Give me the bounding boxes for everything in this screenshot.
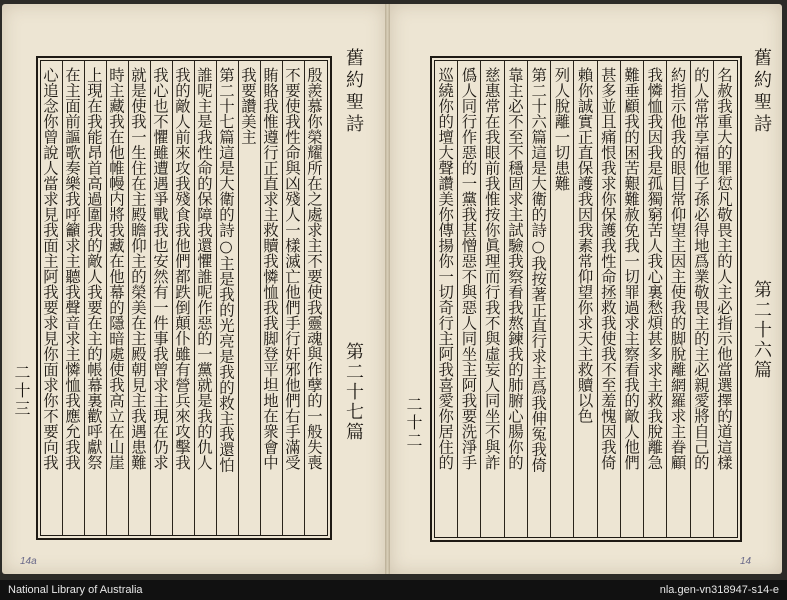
footer-credit: National Library of Australia bbox=[8, 584, 143, 596]
column-rule bbox=[480, 61, 481, 537]
text-column: 誰呢主是我性命的保障我還懼誰呢作惡的一黨就是我的仇人 bbox=[195, 67, 213, 470]
text-column: 我憐恤我因我是孤獨窮苦人我心裏愁煩甚多求主救我脫離急 bbox=[645, 67, 664, 470]
column-rule bbox=[260, 61, 261, 535]
column-rule bbox=[84, 61, 85, 535]
column-rule bbox=[304, 61, 305, 535]
column-rule bbox=[620, 61, 621, 537]
right-header-title: 舊約聖詩 bbox=[751, 48, 772, 136]
text-column: 第二十六篇這是大衛的詩○我按著正直行求主爲我伸冤我倚 bbox=[529, 67, 548, 473]
column-rule bbox=[216, 61, 217, 535]
text-column: 賄賂我惟遵行正直求主救贖我憐恤我我脚登平坦地在衆會中 bbox=[261, 67, 279, 470]
right-text-frame bbox=[430, 56, 742, 542]
left-pencil-mark: 14a bbox=[20, 556, 37, 567]
left-header-title: 舊約聖詩 bbox=[343, 48, 364, 136]
footer-identifier: nla.gen-vn318947-s14-e bbox=[659, 584, 779, 596]
text-column: 僞人同行作惡的一黨我甚憎惡不與惡人同坐主阿我要洗淨手 bbox=[459, 67, 478, 470]
column-rule bbox=[128, 61, 129, 535]
column-rule bbox=[643, 61, 644, 537]
right-page bbox=[390, 4, 782, 574]
text-column: 約指示他我的眼目常仰望主因主使我的脚脫離網羅求主眷顧 bbox=[668, 67, 687, 470]
text-column: 名赦我重大的罪愆凡敬畏主的人主必指示他當選擇的道這樣 bbox=[715, 67, 733, 470]
column-rule bbox=[457, 61, 458, 537]
text-column: 我要讚美主 bbox=[239, 67, 257, 145]
text-column: 賴你誠實正直保護我因我素常仰望你求天主救贖以色 bbox=[575, 67, 594, 424]
text-column: 殷羨慕你榮耀所在之處求主不要使我靈魂與作孽的一般失喪 bbox=[305, 67, 323, 470]
right-page-number: 二十二 bbox=[404, 396, 423, 450]
text-column: 時主藏我在他帷幔内將我藏在他幕的隱暗處使我高立在山崖 bbox=[107, 67, 125, 470]
text-column: 難垂顧我的困苦艱難赦免我一切罪過求主察看我的敵人他們 bbox=[622, 67, 641, 470]
column-rule bbox=[597, 61, 598, 537]
text-column: 心追念你曾說人當求見我面主阿我要求見你面求你不要向我 bbox=[41, 67, 59, 470]
text-column: 我心也不懼雖遭遇爭戰我也安然有一件事我曾求主現在仍求 bbox=[151, 67, 169, 470]
text-column: 在主面前謳歌奏樂我呼籲求主聽我聲音求主憐恤我應允我我 bbox=[63, 67, 81, 470]
right-pencil-mark: 14 bbox=[740, 556, 752, 567]
text-column: 的人常常享福他子孫必得地爲業敬畏主的主必親愛將自己的 bbox=[691, 67, 710, 470]
text-column: 不要使我性命與凶殘人一樣滅亡他們手行奸邪他們右手滿受 bbox=[283, 67, 301, 470]
text-column: 上現在我能昂首高過圍我的敵人我要在主的帳幕裏歡呼獻祭 bbox=[85, 67, 103, 470]
column-rule bbox=[194, 61, 195, 535]
column-rule bbox=[550, 61, 551, 537]
column-rule bbox=[690, 61, 691, 537]
text-column: 就是使我一生住在主殿瞻仰主的榮美在主殿朝見主我遇患難 bbox=[129, 67, 147, 470]
left-header-chapter: 第二十七篇 bbox=[343, 342, 364, 442]
column-rule bbox=[238, 61, 239, 535]
text-column: 第二十七篇這是大衛的詩○主是我的光亮是我的救主我還怕 bbox=[217, 67, 235, 473]
column-rule bbox=[527, 61, 528, 537]
left-text-frame bbox=[36, 56, 332, 540]
column-rule bbox=[713, 61, 714, 537]
column-rule bbox=[282, 61, 283, 535]
footer-bar bbox=[0, 580, 787, 600]
column-rule bbox=[172, 61, 173, 535]
text-column: 列人脫離一切患難 bbox=[552, 67, 571, 191]
text-column: 巡繞你的壇大聲讚美你傳揚你一切奇行主阿我喜愛你居住的 bbox=[436, 67, 455, 470]
text-column: 甚多並且痛恨我求你保護我性命拯救我使我不至羞愧因我倚 bbox=[598, 67, 617, 470]
left-page bbox=[2, 4, 385, 574]
column-rule bbox=[666, 61, 667, 537]
column-rule bbox=[106, 61, 107, 535]
column-rule bbox=[504, 61, 505, 537]
text-column: 靠主必不至不穩固求主試驗我察看我熬鍊我的肺腑心腸你的 bbox=[505, 67, 524, 470]
text-column: 我的敵人前來攻我殘食我他們都跌倒顛仆雖有營兵來攻擊我 bbox=[173, 67, 191, 470]
left-page-number: 二十三 bbox=[12, 364, 31, 418]
right-header-chapter: 第二十六篇 bbox=[751, 280, 772, 380]
column-rule bbox=[150, 61, 151, 535]
column-rule bbox=[62, 61, 63, 535]
column-rule bbox=[573, 61, 574, 537]
text-column: 慈惠常在我眼前我惟按你眞理而行我不與虛妄人同坐不與詐 bbox=[482, 67, 501, 470]
